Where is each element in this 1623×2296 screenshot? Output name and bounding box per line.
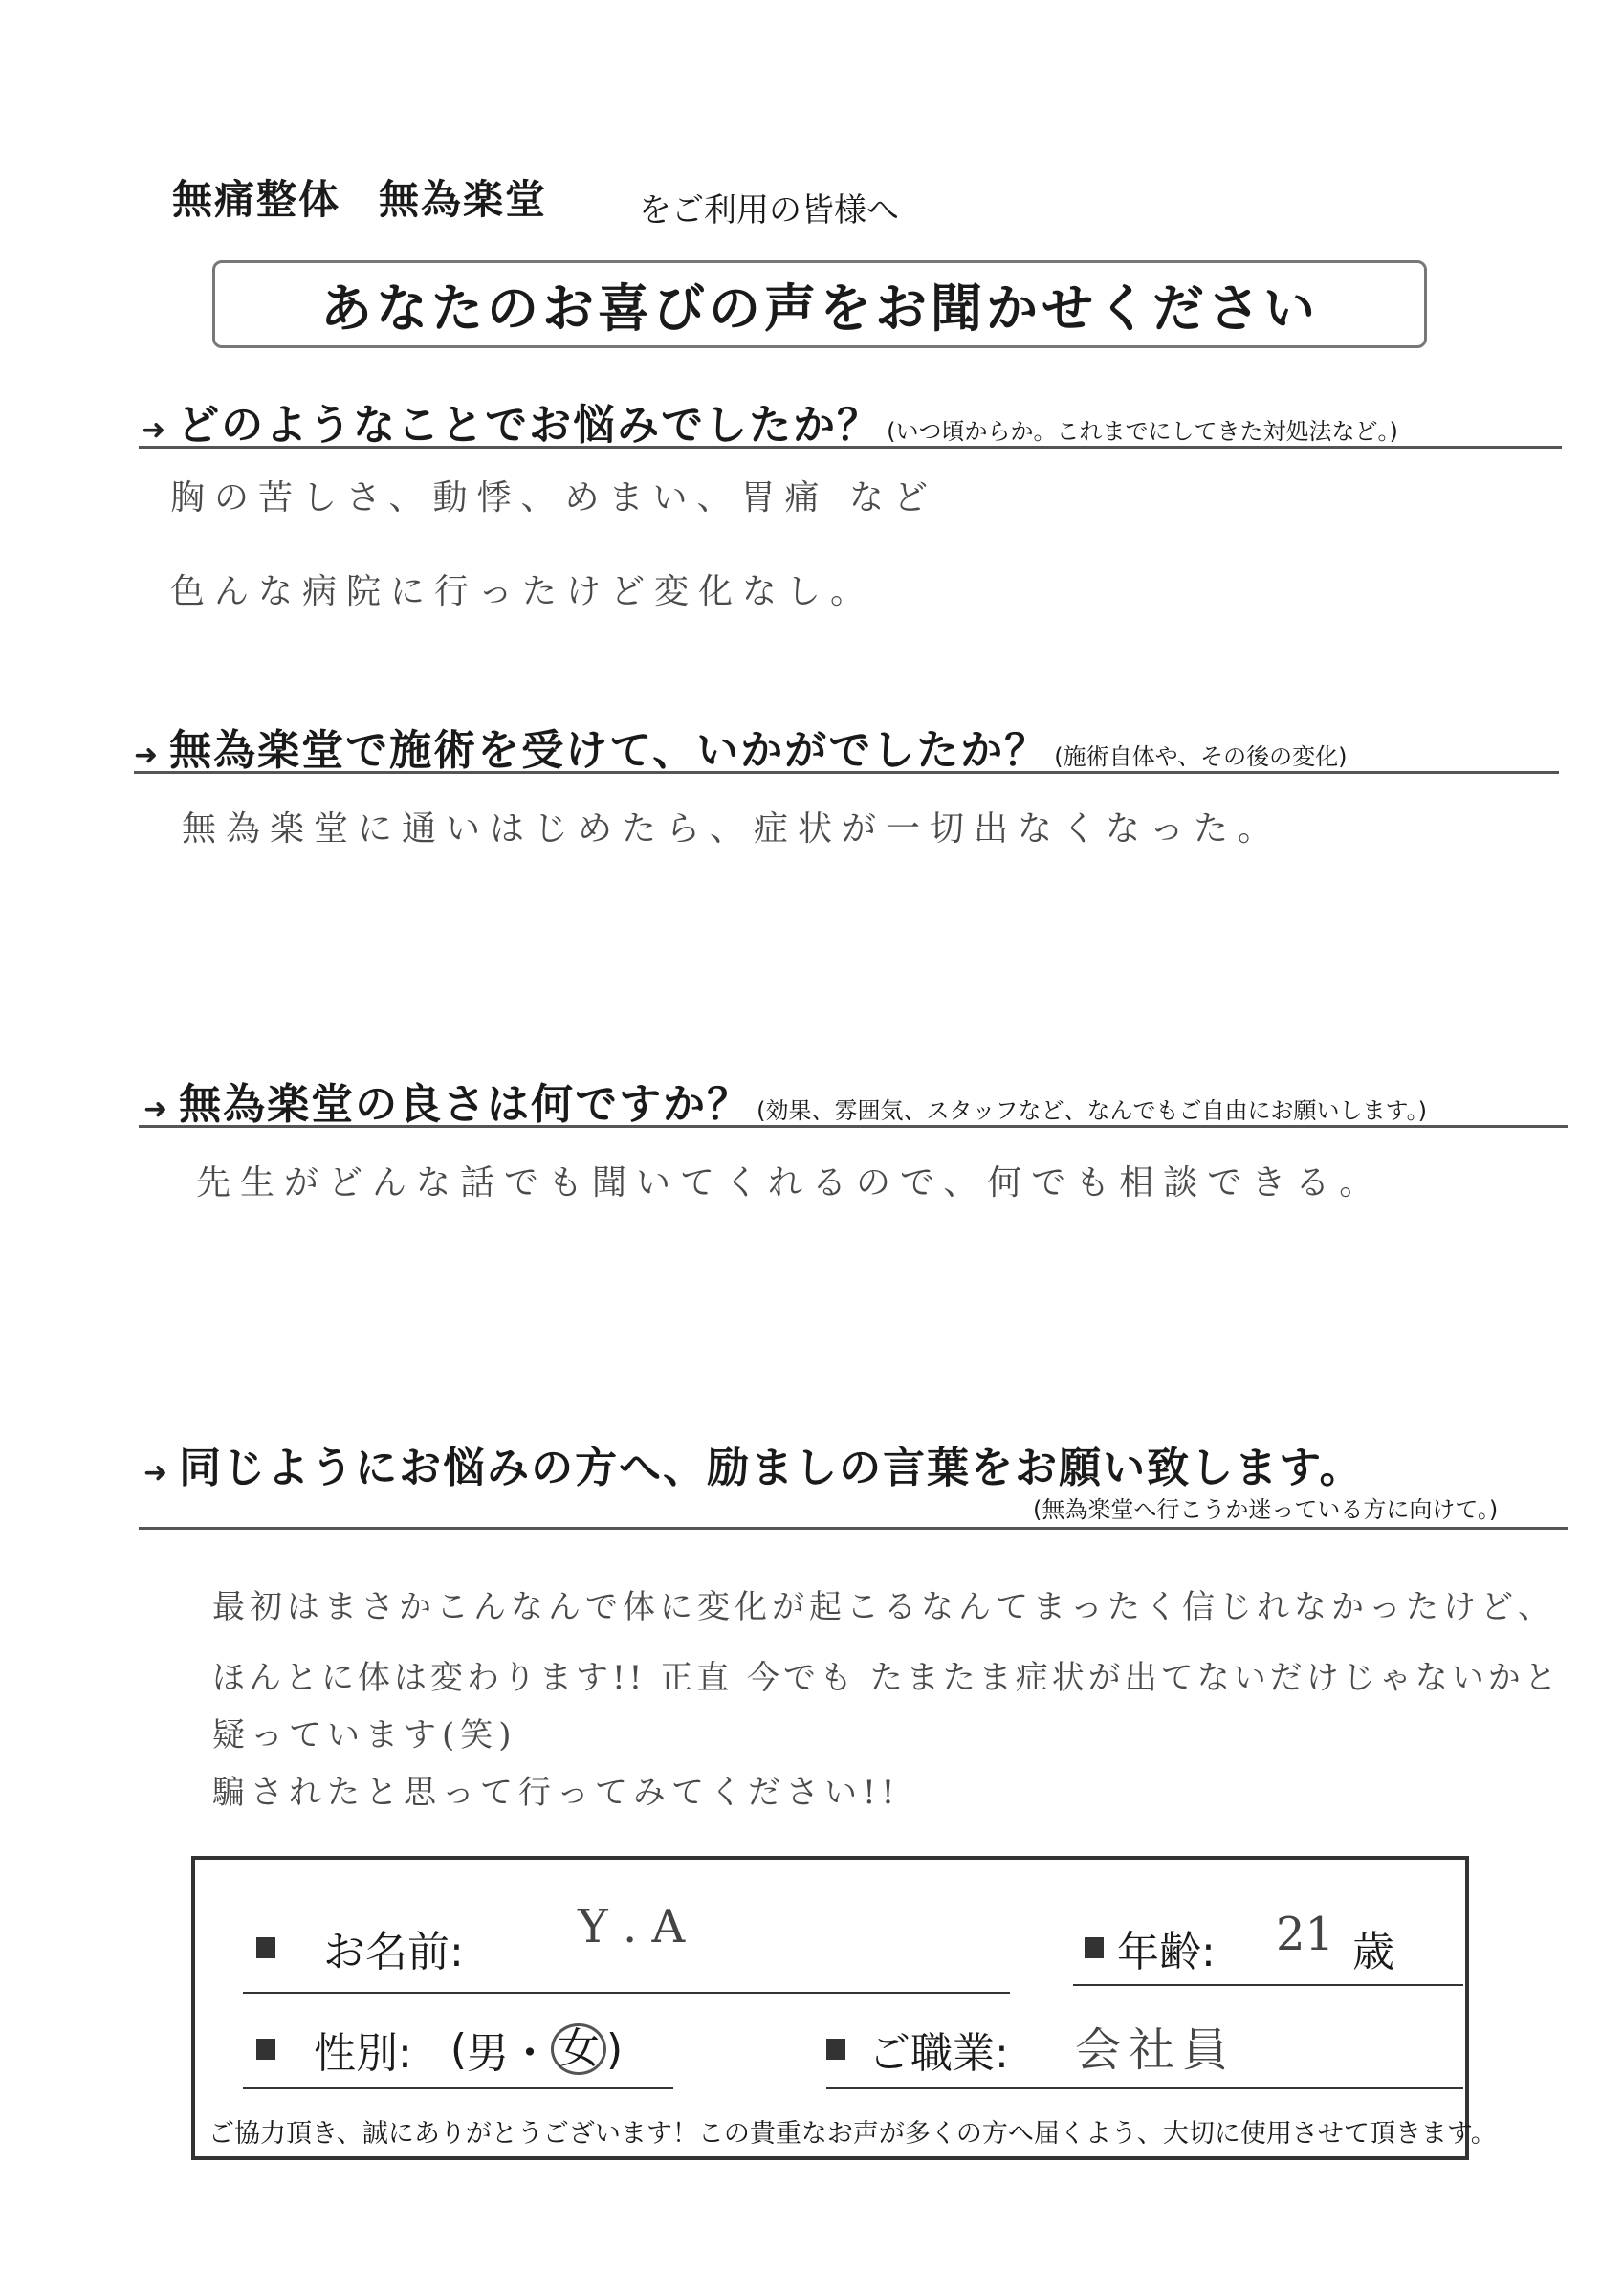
- question-1-text: どのようなことでお悩みでしたか？: [177, 401, 882, 450]
- respondent-info-box: [191, 1856, 1497, 2160]
- answer-4-line-2: ほんとに体は変わります!! 正直 今でも たまたま症状が出てないだけじゃないかと: [212, 1659, 1561, 1697]
- answer-4-line-4: 騙されたと思って行ってみてください!!: [212, 1774, 901, 1812]
- gender-underline: [243, 2087, 673, 2089]
- age-underline: [1073, 1984, 1463, 1986]
- question-1-note: (いつ頃からか。これまでにしてきた対処法など。): [887, 418, 1398, 445]
- answer-1-line-2: 色んな病院に行ったけど変化なし。: [170, 572, 875, 611]
- question-2-heading: [134, 716, 1348, 777]
- question-3-heading: [143, 1070, 1427, 1131]
- square-bullet-icon: [1085, 1937, 1104, 1958]
- answer-2-line-1: 無為楽堂に通いはじめたら、症状が一切出なくなった。: [182, 809, 1283, 849]
- arrow-bullet-icon: ➜: [143, 1093, 168, 1126]
- occupation-label: ご職業:: [868, 2029, 1009, 2078]
- arrow-bullet-icon: ➜: [134, 739, 159, 772]
- question-2-note: (施術自体や、その後の変化): [1054, 743, 1348, 770]
- name-label-row: [256, 1917, 464, 1978]
- question-3-rule: [139, 1125, 1568, 1128]
- name-value: Y . A: [578, 1900, 686, 1954]
- gender-label: 性別:: [314, 2029, 412, 2078]
- answer-4-line-1: 最初はまさかこんなんで体に変化が起こるなんてまったく信じれなかったけど、: [212, 1588, 1555, 1626]
- question-2-rule: [134, 771, 1559, 774]
- gender-separator: ・: [509, 2029, 551, 2078]
- name-label: お名前:: [323, 1928, 464, 1976]
- question-4-heading: [143, 1433, 1364, 1494]
- title-box: [212, 260, 1427, 348]
- thank-you-note: ご協力頂き、誠にありがとうございます！この貴重なお声が多くの方へ届くよう、大切に使用させて頂きます。: [208, 2119, 1497, 2149]
- question-3-text: 無為楽堂の良さは何ですか？: [179, 1080, 752, 1129]
- occupation-underline: [826, 2087, 1463, 2089]
- age-value: 21: [1276, 1908, 1335, 1961]
- gender-label-row: [256, 2019, 623, 2080]
- name-underline: [243, 1992, 1010, 1994]
- clinic-name-part1: 無痛整体: [172, 176, 341, 223]
- answer-4-line-3: 疑っています(笑): [212, 1716, 517, 1755]
- occupation-label-row: [826, 2019, 1009, 2080]
- arrow-bullet-icon: ➜: [142, 413, 166, 447]
- question-4-note: (無為楽堂へ行こうか迷っている方に向けて。): [1033, 1496, 1499, 1523]
- answer-1-line-1: 胸の苦しさ、動悸、めまい、胃痛 など: [170, 478, 938, 518]
- occupation-value: 会社員: [1075, 2023, 1237, 2077]
- answer-3-line-1: 先生がどんな話でも聞いてくれるので、何でも相談できる。: [196, 1163, 1384, 1203]
- question-3-note: (効果、雰囲気、スタッフなど、なんでもご自由にお願いします。): [757, 1097, 1427, 1124]
- question-1-heading: [142, 390, 1398, 452]
- age-label-row: [1085, 1917, 1216, 1978]
- question-4-rule: [139, 1527, 1568, 1530]
- square-bullet-icon: [256, 2039, 275, 2060]
- clinic-name-part2: 無為楽堂: [379, 176, 548, 223]
- gender-option-male: 男: [467, 2029, 509, 2078]
- gender-option-female-selected: 女: [551, 2023, 606, 2075]
- question-4-text: 同じようにお悩みの方へ、励ましの言葉をお願い致します。: [179, 1444, 1364, 1492]
- question-2-text: 無為楽堂で施術を受けて、いかがでしたか？: [169, 726, 1049, 775]
- question-1-rule: [139, 446, 1562, 449]
- page-title: あなたのお喜びの声をお聞かせください: [320, 277, 1319, 339]
- arrow-bullet-icon: ➜: [143, 1456, 168, 1490]
- square-bullet-icon: [256, 1937, 275, 1958]
- clinic-name: [172, 168, 547, 226]
- greeting-to-users: をご利用の皆様へ: [639, 191, 899, 230]
- age-label: 年齢:: [1117, 1928, 1216, 1976]
- square-bullet-icon: [826, 2039, 845, 2060]
- gender-close-paren: ): [606, 2024, 624, 2074]
- age-unit: 歳: [1352, 1928, 1394, 1976]
- gender-open-paren: (: [450, 2024, 467, 2074]
